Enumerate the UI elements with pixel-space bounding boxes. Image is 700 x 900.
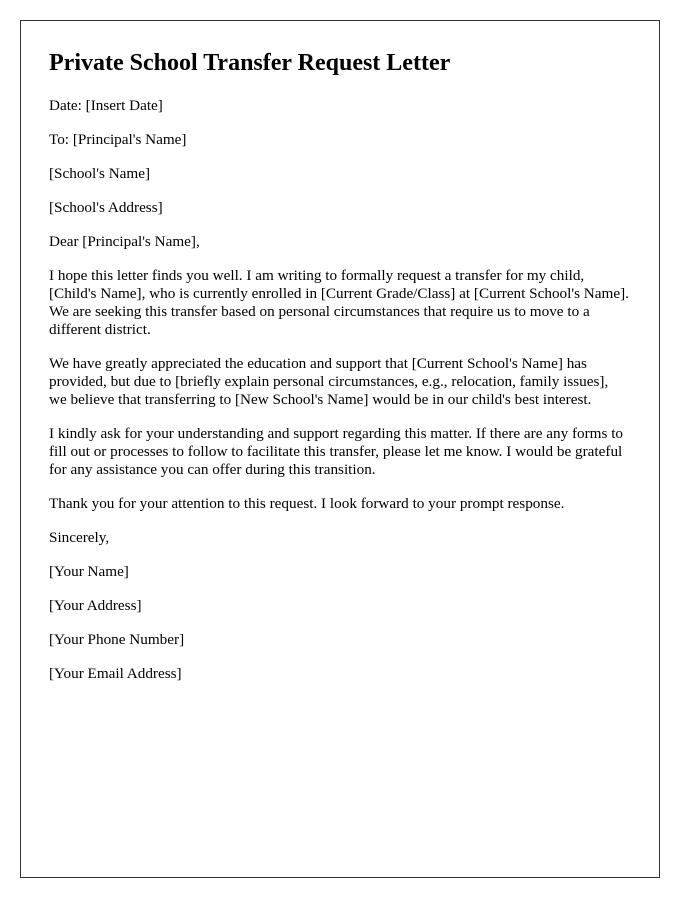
body-paragraph-3: I kindly ask for your understanding and support regarding this matter. If there are any forms to fill out or processes to follow to facilitate this transfer, please let me know. I would be grateful for any assistance you can offer during this transition. xyxy=(49,425,624,478)
body-paragraph-1: I hope this letter finds you well. I am writing to formally request a transfer for my child, [Child's Name], who is currently enrolled in [Current Grade/Class] at [Current School's Name]. We are seeking this transfer based on personal circumstances that require us to move to a different district. xyxy=(49,267,629,338)
letter-title: Private School Transfer Request Letter xyxy=(49,50,451,76)
salutation: Dear [Principal's Name], xyxy=(49,233,200,250)
signature-name: [Your Name] xyxy=(49,563,129,580)
signature-email: [Your Email Address] xyxy=(49,665,182,682)
signature-address: [Your Address] xyxy=(49,597,142,614)
body-paragraph-2: We have greatly appreciated the education and support that [Current School's Name] has provided, but due to [briefly explain personal circumstances, e.g., relocation, family issues], we believe that transferring to [New School's Name] would be in our child's best interest. xyxy=(49,355,609,408)
signature-phone: [Your Phone Number] xyxy=(49,631,185,648)
body-paragraph-4: Thank you for your attention to this request. I look forward to your prompt response. xyxy=(49,495,565,512)
closing: Sincerely, xyxy=(49,529,110,546)
school-address-line: [School's Address] xyxy=(49,199,163,216)
letter-page xyxy=(20,20,660,878)
school-name-line: [School's Name] xyxy=(49,165,151,182)
date-line: Date: [Insert Date] xyxy=(49,97,163,114)
recipient-line: To: [Principal's Name] xyxy=(49,131,187,148)
letter-content xyxy=(49,47,629,699)
